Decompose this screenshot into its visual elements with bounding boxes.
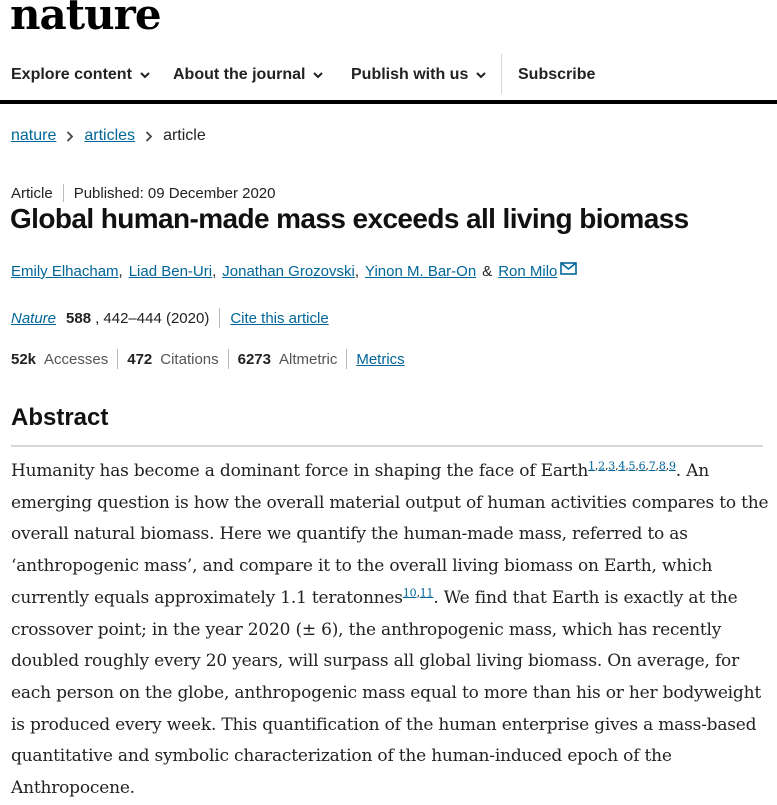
reference-link[interactable]: 4 (618, 459, 626, 473)
author-list (11, 263, 577, 280)
nav-divider (501, 54, 502, 94)
breadcrumb-nature[interactable]: nature (11, 127, 57, 144)
nav-publish-with-us[interactable] (351, 66, 486, 84)
breadcrumb (11, 127, 206, 145)
reference-link[interactable]: 2 (598, 459, 605, 473)
breadcrumb-current: article (163, 127, 206, 144)
reference-list: 1,2,3,4,5,6,7,8,9 (588, 459, 676, 473)
citations-count: 472 (127, 350, 153, 368)
reference-link[interactable]: 7 (648, 459, 656, 473)
reference-link[interactable]: 9 (668, 459, 676, 473)
author-link[interactable]: Emily Elhacham (11, 263, 119, 280)
accesses-label: Accesses (44, 350, 109, 368)
nav-label: Publish with us (351, 66, 469, 83)
metrics-link[interactable]: Metrics (356, 350, 405, 368)
citation-line (11, 308, 329, 328)
author-link[interactable]: Ron Milo (498, 263, 558, 280)
breadcrumb-articles[interactable]: articles (84, 127, 136, 144)
published-date: Published: 09 December 2020 (73, 184, 276, 202)
article-title: Global human-made mass exceeds all living biomass (10, 203, 689, 234)
metrics-divider (117, 349, 118, 369)
metrics-divider (228, 349, 229, 369)
altmetric-label: Altmetric (279, 350, 338, 368)
nature-logo[interactable]: nature (10, 0, 161, 39)
abstract-sentence: . We find that Earth is exactly at the crossover point; in the year 2020 (± 6), the anthropogenic mass, which has recently doubled roughly every 20 years, will surpass all global living biomass. On average, for each person on the globe, anthropogenic mass equal to more than his or her bodyweight is produced every week. This quantification of the human enterprise gives a mass-based quantitative and symbolic characterization of the human-induced epoch of the Anthropocene. (11, 587, 761, 799)
nav-about-journal[interactable] (173, 66, 323, 84)
author-link[interactable]: Liad Ben-Uri (128, 263, 213, 280)
journal-link[interactable]: Nature (11, 309, 57, 327)
author-and: & (482, 263, 493, 280)
nav-explore-content[interactable] (11, 66, 150, 84)
meta-divider (63, 184, 64, 202)
header-divider (0, 100, 777, 104)
abstract-sentence: . An emerging question is how the overall material output of human activities compares to the overall natural biomass. Here we quantify the human-made mass, referred to as ‘anthropogenic mass’, and compare it to the overall living biomass on Earth, which currently equals approximately 1.1 teratonnes (11, 461, 769, 608)
abstract-text (11, 456, 769, 805)
metrics-divider (346, 349, 347, 369)
accesses-count: 52k (11, 350, 37, 368)
author-link[interactable]: Yinon M. Bar-On (365, 263, 477, 280)
chevron-down-icon (140, 72, 150, 79)
cite-this-article-link[interactable]: Cite this article (230, 309, 329, 327)
author-separator: , (212, 263, 217, 280)
abstract-sentence: Humanity has become a dominant force in shaping the face of Earth (11, 461, 589, 481)
chevron-down-icon (476, 72, 486, 79)
abstract-heading: Abstract (11, 404, 109, 431)
abstract-divider (11, 445, 763, 447)
article-meta (11, 184, 275, 202)
nav-label: Explore content (11, 66, 132, 83)
pages-year: , 442–444 (2020) (95, 309, 210, 327)
citation-divider (219, 308, 220, 328)
author-link[interactable]: Jonathan Grozovski (222, 263, 355, 280)
mail-icon[interactable] (560, 262, 577, 275)
altmetric-score: 6273 (237, 350, 271, 368)
chevron-right-icon (145, 131, 153, 142)
volume: 588 (66, 309, 92, 327)
chevron-down-icon (313, 72, 323, 79)
reference-link[interactable]: 1 (588, 459, 595, 473)
chevron-right-icon (66, 131, 74, 142)
main-nav (0, 54, 777, 96)
nav-subscribe[interactable] (518, 66, 595, 84)
reference-link[interactable]: 8 (658, 459, 666, 473)
author-separator: , (354, 263, 360, 280)
nav-label: About the journal (173, 66, 306, 83)
article-type: Article (11, 184, 53, 202)
reference-list: 10,11 (402, 586, 434, 600)
author-separator: , (118, 263, 123, 280)
reference-link[interactable]: 3 (608, 459, 616, 473)
reference-link[interactable]: 5 (628, 459, 636, 473)
reference-link[interactable]: 10 (402, 586, 417, 600)
nav-label: Subscribe (518, 66, 596, 83)
metrics-bar (11, 349, 405, 369)
reference-link[interactable]: 6 (638, 459, 646, 473)
citations-label: Citations (160, 350, 219, 368)
reference-link[interactable]: 11 (419, 586, 434, 600)
